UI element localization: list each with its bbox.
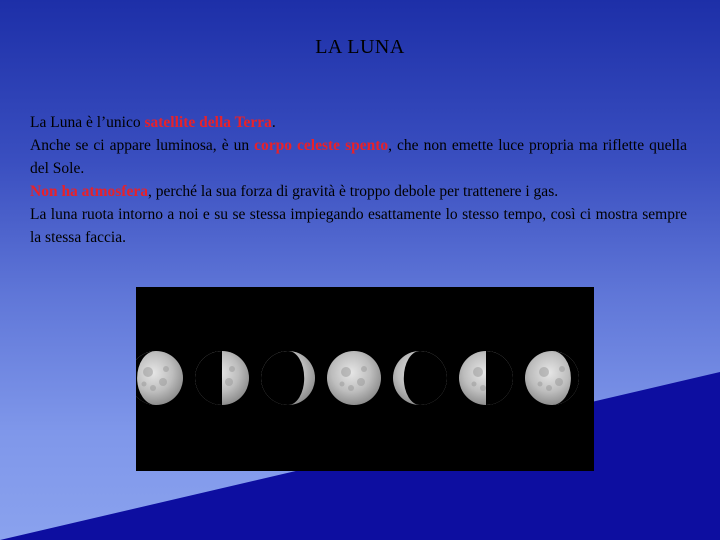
- waning-gibbous-moon: [393, 351, 447, 405]
- moon-phases-image: [136, 287, 594, 471]
- highlighted-term: satellite della Terra: [144, 114, 272, 131]
- text-segment: Anche se ci appare luminosa, è un: [30, 137, 255, 154]
- paragraph-2: [30, 134, 687, 180]
- waxing-gibbous-moon: [261, 351, 315, 405]
- paragraph-3: [30, 180, 687, 203]
- waning-crescent-moon: [525, 351, 579, 405]
- highlighted-term: corpo celeste spento: [254, 137, 389, 154]
- text-segment: La luna ruota intorno a noi e su se stessa impiegando esattamente lo stesso tempo, così ci mostra sempre la stessa faccia.: [30, 206, 687, 246]
- paragraph-4: [30, 203, 687, 249]
- body-text: [30, 111, 687, 249]
- paragraph-1: [30, 111, 687, 134]
- last-quarter-moon: [459, 351, 513, 405]
- slide-title: LA LUNA: [315, 36, 405, 58]
- waxing-crescent-moon: [136, 351, 183, 405]
- full-moon-moon: [327, 351, 381, 405]
- text-segment: , che non emette luce propria ma riflette quella del Sole.: [30, 137, 687, 177]
- text-segment: La Luna è l’unico: [30, 114, 145, 131]
- first-quarter-moon: [195, 351, 249, 405]
- highlighted-term: Non ha atmosfera: [30, 183, 148, 200]
- text-segment: , perché la sua forza di gravità è troppo debole per trattenere i gas.: [147, 183, 559, 200]
- text-segment: .: [271, 114, 276, 131]
